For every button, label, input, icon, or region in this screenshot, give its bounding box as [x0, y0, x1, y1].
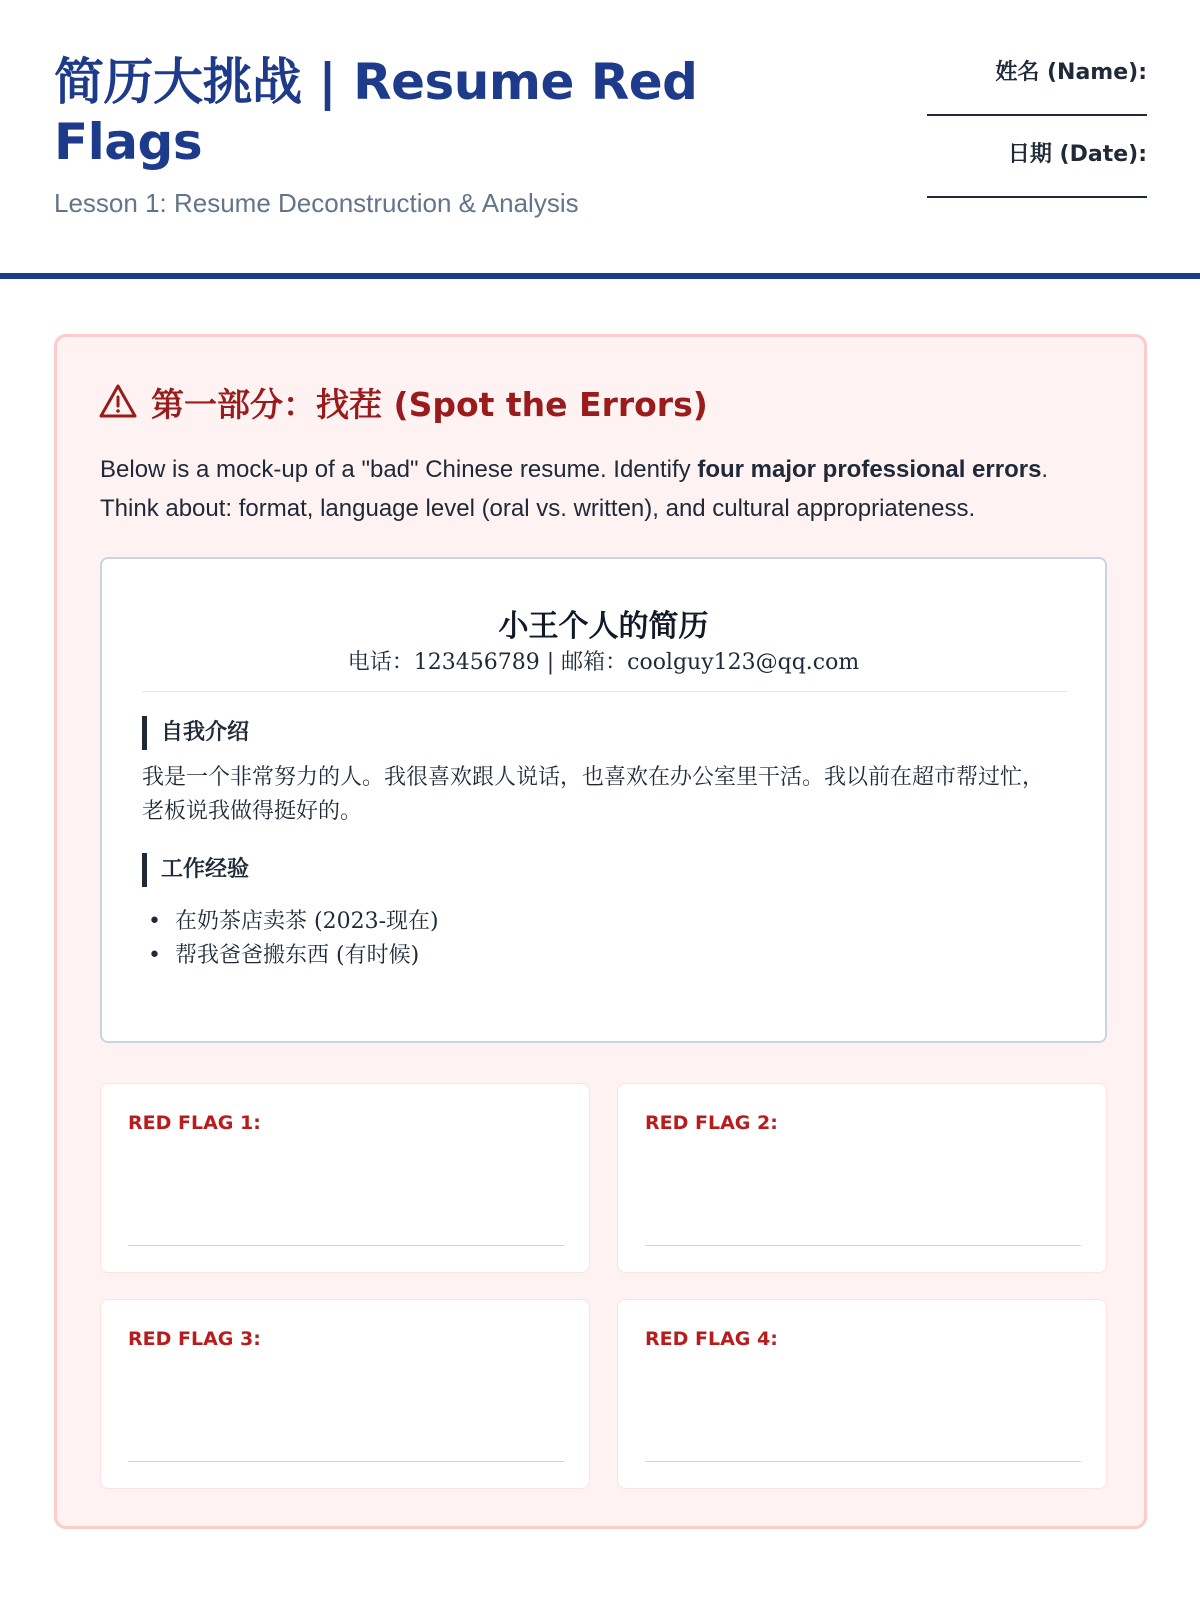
worksheet-header [54, 52, 1147, 222]
resume-intro-text: 我是一个非常努力的人。我很喜欢跟人说话，也喜欢在办公室里干活。我以前在超市帮过忙，老板说我做得挺好的。 [142, 765, 1045, 824]
warning-triangle-icon [97, 381, 139, 423]
answer-line [645, 1245, 1081, 1246]
header-divider [0, 273, 1200, 279]
student-info [917, 52, 1147, 220]
red-flag-label: RED FLAG 1: [128, 1112, 261, 1134]
resume-intro-heading: 自我介绍 [142, 716, 249, 750]
red-flag-label: RED FLAG 2: [645, 1112, 778, 1134]
mock-resume [100, 557, 1107, 1043]
page-title: 简历大挑战 | Resume Red Flags [54, 53, 698, 171]
red-flag-box-2[interactable] [617, 1083, 1107, 1273]
answer-line [645, 1461, 1081, 1462]
resume-contact: 电话：123456789 | 邮箱：coolguy123@qq.com [347, 650, 860, 675]
list-item: • 在奶茶店卖茶 (2023-现在) [142, 905, 439, 939]
name-blank[interactable] [927, 114, 1147, 116]
red-flag-label: RED FLAG 4: [645, 1328, 778, 1350]
page-subtitle: Lesson 1: Resume Deconstruction & Analysis [54, 188, 579, 218]
resume-experience-heading: 工作经验 [142, 853, 249, 887]
red-flag-box-1[interactable] [100, 1083, 590, 1273]
date-blank[interactable] [927, 196, 1147, 198]
name-label: 姓名 (Name): [995, 60, 1147, 85]
red-flag-box-4[interactable] [617, 1299, 1107, 1489]
red-flag-box-3[interactable] [100, 1299, 590, 1489]
instructions-text: Below is a mock-up of a "bad" Chinese resume. Identify [100, 456, 698, 483]
list-item: • 帮我爸爸搬东西 (有时候) [142, 939, 439, 973]
instructions-text-end: . Think about: format, language level (oral vs. written), and cultural appropriateness. [100, 456, 1049, 522]
resume-experience-list [142, 905, 439, 973]
section-header [97, 377, 708, 427]
resume-name: 小王个人的简历 [498, 609, 709, 644]
date-label: 日期 (Date): [1007, 142, 1147, 167]
section-title: 第一部分：找茬 (Spot the Errors) [151, 384, 708, 424]
answer-line [128, 1245, 564, 1246]
instructions [100, 450, 1110, 528]
red-flag-label: RED FLAG 3: [128, 1328, 261, 1350]
spot-errors-section [54, 334, 1147, 1529]
instructions-emphasis: four major professional errors [697, 456, 1042, 483]
resume-divider [142, 691, 1067, 692]
answer-line [128, 1461, 564, 1462]
